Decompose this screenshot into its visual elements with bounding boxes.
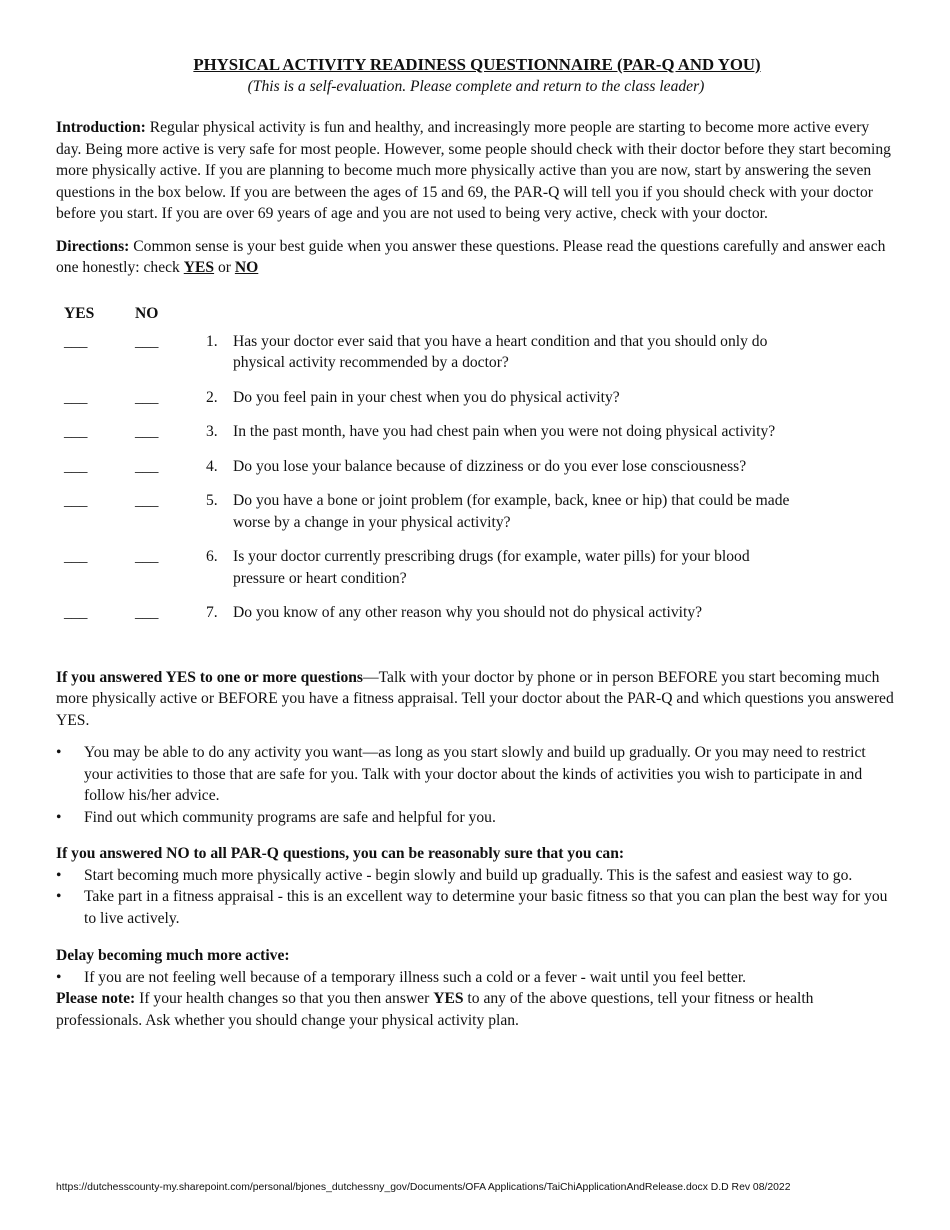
question-number: 7. (206, 604, 218, 621)
question-text: Do you lose your balance because of dizziness or do you ever lose consciousness? (233, 457, 747, 475)
question-row-1 (56, 331, 896, 374)
yes-answer-paragraph (56, 667, 896, 732)
question-number: 5. (206, 492, 218, 509)
page-subtitle: (This is a self-evaluation. Please complete and return to the class leader) (247, 78, 705, 95)
list-item (56, 967, 896, 989)
delay-heading: Delay becoming much more active: (56, 947, 290, 964)
no-answer-blank[interactable]: ___ (135, 457, 159, 475)
delay-bullet-list (56, 967, 896, 989)
please-note-text: If your health changes so that you then answer (135, 990, 434, 1007)
no-answer-blank[interactable]: ___ (135, 604, 159, 621)
question-text: Do you have a bone or joint problem (for example, back, knee or hip) that could be made worse by a change in your physical activity? (233, 492, 790, 531)
question-text: Do you feel pain in your chest when you do physical activity? (233, 388, 620, 406)
no-answer-blank[interactable]: ___ (135, 548, 159, 565)
document-footer-path: https://dutchesscounty-my.sharepoint.com/personal/bjones_dutchessny_gov/Documents/OFA Applications/TaiChiApplicationAndRelease.docx D.D Rev 08/2022 (56, 1182, 791, 1193)
question-row-7 (56, 602, 896, 624)
question-text: In the past month, have you had chest pain when you were not doing physical activity? (233, 423, 776, 440)
yes-answer-blank[interactable]: ___ (64, 604, 88, 621)
bullet-icon: • (56, 808, 62, 826)
introduction-text: Regular physical activity is fun and healthy, and increasingly more people are starting to become more active every day. Being more active is very safe for most people. However, some people should check with their doctor before they start becoming more physically active. If you are planning to become much more physically active than you are now, start by answering the seven questions in the box below. If you are between the ages of 15 and 69, the PAR-Q will tell you if you should check with your doctor before you start. If you are over 69 years of age and you are not used to being very active, check with your doctor. (56, 119, 891, 222)
introduction-label: Introduction: (56, 119, 146, 136)
question-text: Has your doctor ever said that you have a heart condition and that you should only do physical activity recommended by a doctor? (233, 332, 768, 371)
question-text: Do you know of any other reason why you should not do physical activity? (233, 604, 703, 621)
no-answer-blank[interactable]: ___ (135, 388, 159, 406)
directions-label: Directions: (56, 237, 130, 255)
please-note-text-end: to any of the above questions, tell your fitness or health professionals. Ask whether you should change your physical activity plan. (56, 990, 814, 1029)
question-row-5 (56, 490, 896, 533)
bullet-icon: • (56, 968, 62, 986)
question-number: 3. (206, 423, 218, 440)
yes-answer-text: —Talk with your doctor by phone or in person BEFORE you start becoming much more physically active or BEFORE you have a fitness appraisal. Tell your doctor about the PAR-Q and which questions you answered YES. (56, 668, 894, 729)
question-row-3 (56, 421, 896, 443)
list-item-text: You may be able to do any activity you want—as long as you start slowly and build up gradually. Or you may need to restrict your activities to those that are safe for you. Talk with your doctor about the kinds of activities you wish to participate in and follow his/her advice. (84, 744, 866, 804)
list-item-text: Take part in a fitness appraisal - this is an excellent way to determine your basic fitness so that you can plan the best way for you to live actively. (84, 888, 888, 927)
document-page (56, 54, 896, 1031)
bullet-icon: • (56, 744, 62, 761)
question-number: 2. (206, 388, 218, 406)
list-item (56, 742, 896, 807)
list-item (56, 865, 896, 887)
directions-text: Common sense is your best guide when you answer these questions. Please read the questions carefully and answer each one honestly: check (56, 237, 886, 276)
yes-column-header: YES (64, 304, 95, 322)
question-number: 1. (206, 332, 218, 350)
list-item-text: Find out which community programs are safe and helpful for you. (84, 808, 496, 826)
directions-or: or (214, 259, 235, 276)
please-note-yes: YES (433, 990, 464, 1007)
yes-answer-blank[interactable]: ___ (64, 332, 88, 350)
no-column-header: NO (135, 304, 159, 322)
answer-column-headers (56, 303, 896, 325)
please-note-paragraph (56, 988, 896, 1031)
introduction-paragraph (56, 117, 896, 225)
no-answer-blank[interactable]: ___ (135, 423, 159, 440)
yes-answer-blank[interactable]: ___ (64, 492, 88, 509)
question-number: 4. (206, 457, 218, 475)
bullet-icon: • (56, 866, 62, 884)
question-text: Is your doctor currently prescribing drugs (for example, water pills) for your blood pressure or heart condition? (233, 548, 750, 587)
no-answer-heading: If you answered NO to all PAR-Q questions, you can be reasonably sure that you can: (56, 845, 625, 862)
list-item-text: If you are not feeling well because of a temporary illness such a cold or a fever - wait until you feel better. (84, 968, 747, 986)
directions-no: NO (234, 259, 259, 276)
page-title: PHYSICAL ACTIVITY READINESS QUESTIONNAIRE (PAR-Q AND YOU) (193, 55, 761, 74)
list-item (56, 886, 896, 929)
directions-yes: YES (183, 259, 215, 276)
directions-paragraph (56, 236, 896, 279)
question-number: 6. (206, 548, 218, 565)
no-answer-blank[interactable]: ___ (135, 332, 159, 350)
no-answer-blank[interactable]: ___ (135, 492, 159, 509)
yes-answer-blank[interactable]: ___ (64, 423, 88, 440)
yes-answer-blank[interactable]: ___ (64, 457, 88, 475)
yes-answer-bullet-list (56, 742, 896, 828)
bullet-icon: • (56, 888, 62, 905)
yes-answer-blank[interactable]: ___ (64, 548, 88, 565)
list-item-text: Start becoming much more physically active - begin slowly and build up gradually. This is the safest and easiest way to go. (84, 866, 853, 884)
no-answer-bullet-list (56, 865, 896, 930)
please-note-label: Please note: (56, 990, 136, 1007)
question-row-4 (56, 456, 896, 478)
list-item (56, 807, 896, 829)
question-row-2 (56, 387, 896, 409)
yes-answer-blank[interactable]: ___ (64, 388, 88, 406)
yes-answer-label: If you answered YES to one or more questions (56, 668, 363, 686)
question-row-6 (56, 546, 896, 589)
